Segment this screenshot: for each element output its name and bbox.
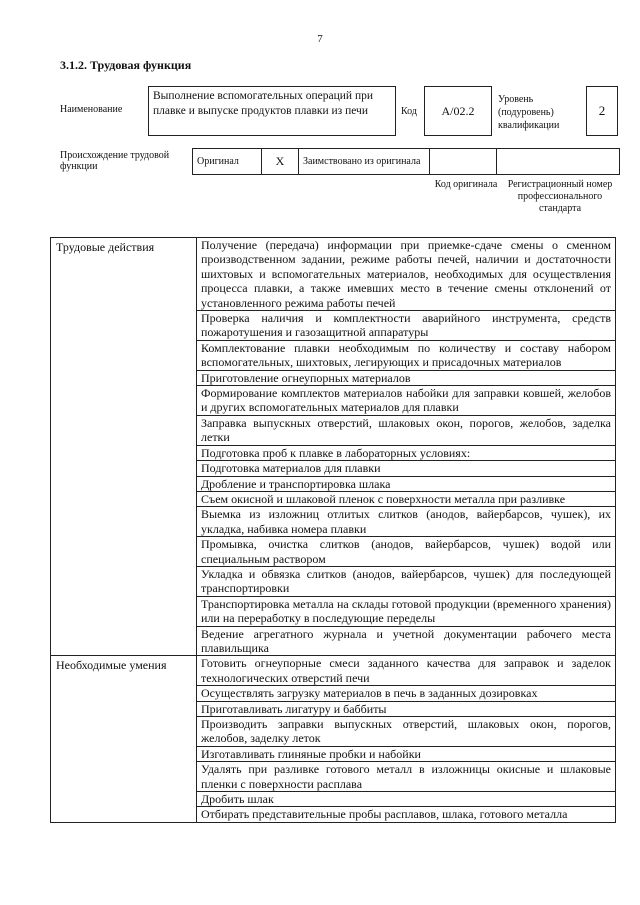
labor-action-row xyxy=(51,238,616,311)
code-original-cell xyxy=(430,149,497,175)
origin-label: Происхождение трудовой функции xyxy=(60,150,170,172)
function-name-box: Выполнение вспомогательных операций при плавке и выпуске продуктов плавки из печи xyxy=(148,86,396,136)
labor-action-item: Ведение агрегатного журнала и учетной документации рабочего места плавильщика xyxy=(197,626,616,656)
reg-number-label: Регистрационный номер профессионального стандарта xyxy=(507,179,613,214)
skill-item: Удалять при разливке готового металл в изложницы окисные и шлаковые пленки с поверхности расплава xyxy=(197,762,616,792)
section-title: 3.1.2. Трудовая функция xyxy=(60,58,192,72)
skill-item: Осуществлять загрузку материалов в печь в заданных дозировках xyxy=(197,686,616,701)
origin-table xyxy=(192,148,620,175)
competency-table xyxy=(50,237,616,823)
labor-action-item: Заправка выпускных отверстий, шлаковых окон, порогов, желобов, заделка летки xyxy=(197,415,616,445)
page-number: 7 xyxy=(317,33,323,45)
original-label: Оригинал xyxy=(197,156,239,167)
name-label: Наименование xyxy=(60,104,123,115)
labor-action-item: Укладка и обвязка слитков (анодов, вайербарсов, чушек) для последующей транспортировки xyxy=(197,566,616,596)
labor-action-item: Подготовка проб к плавке в лабораторных условиях: xyxy=(197,445,616,460)
labor-action-label: Трудовые действия xyxy=(51,238,197,656)
labor-action-item: Выемка из изложниц отлитых слитков (анодов, вайербарсов, чушек), их укладка, набивка номера плавки xyxy=(197,507,616,537)
labor-action-item: Формирование комплектов материалов набойки для заправки ковшей, желобов и других вспомогательных материалов для плавки xyxy=(197,386,616,416)
skill-item: Изготавливать глиняные пробки и набойки xyxy=(197,746,616,761)
labor-action-item: Проверка наличия и комплектности аварийного инструмента, средств пожаротушения и газозащитной аппаратуры xyxy=(197,311,616,341)
original-cell xyxy=(193,149,262,175)
labor-action-item: Получение (передача) информации при приемке-сдаче смены о сменном производственном задании, режиме работы печей, наличии и достаточности шихтовых и вспомогательных материалов, необходимых для осуществления процесса плавки, а также имевших место в течение смены отклонений от установленного режима работы печей xyxy=(197,238,616,311)
code-label: Код xyxy=(401,106,417,117)
labor-action-item: Подготовка материалов для плавки xyxy=(197,461,616,476)
skill-item: Приготавливать лигатуру и баббиты xyxy=(197,701,616,716)
skill-item: Производить заправки выпускных отверстий, шлаковых окон, порогов, желобов, заделку леток xyxy=(197,717,616,747)
level-label: Уровень (подуровень) квалификации xyxy=(498,94,560,131)
function-code-box: А/02.2 xyxy=(424,86,492,136)
labor-action-item: Приготовление огнеупорных материалов xyxy=(197,370,616,385)
labor-action-item: Транспортировка металла на склады готовой продукции (временного хранения) или на переработку в последующие переделы xyxy=(197,596,616,626)
skill-row xyxy=(51,656,616,686)
reg-number-cell xyxy=(497,149,620,175)
code-original-label: Код оригинала xyxy=(434,179,498,190)
skill-item: Дробить шлак xyxy=(197,792,616,807)
skill-item: Отбирать представительные пробы расплавов, шлака, готового металла xyxy=(197,807,616,822)
skill-item: Готовить огнеупорные смеси заданного качества для заправок и заделок технологических отверстий печи xyxy=(197,656,616,686)
labor-action-item: Комплектование плавки необходимым по количеству и составу набором вспомогательных, шихтовых, легирующих и присадочных материалов xyxy=(197,340,616,370)
qualification-level-box: 2 xyxy=(586,86,618,136)
labor-action-item: Промывка, очистка слитков (анодов, вайербарсов, чушек) водой или специальным раствором xyxy=(197,537,616,567)
labor-action-item: Дробление и транспортировка шлака xyxy=(197,476,616,491)
borrowed-cell: Заимствовано из оригинала xyxy=(299,149,430,175)
original-mark: X xyxy=(262,149,299,175)
skill-label: Необходимые умения xyxy=(51,656,197,822)
labor-action-item: Съем окисной и шлаковой пленок с поверхности металла при разливке xyxy=(197,491,616,506)
